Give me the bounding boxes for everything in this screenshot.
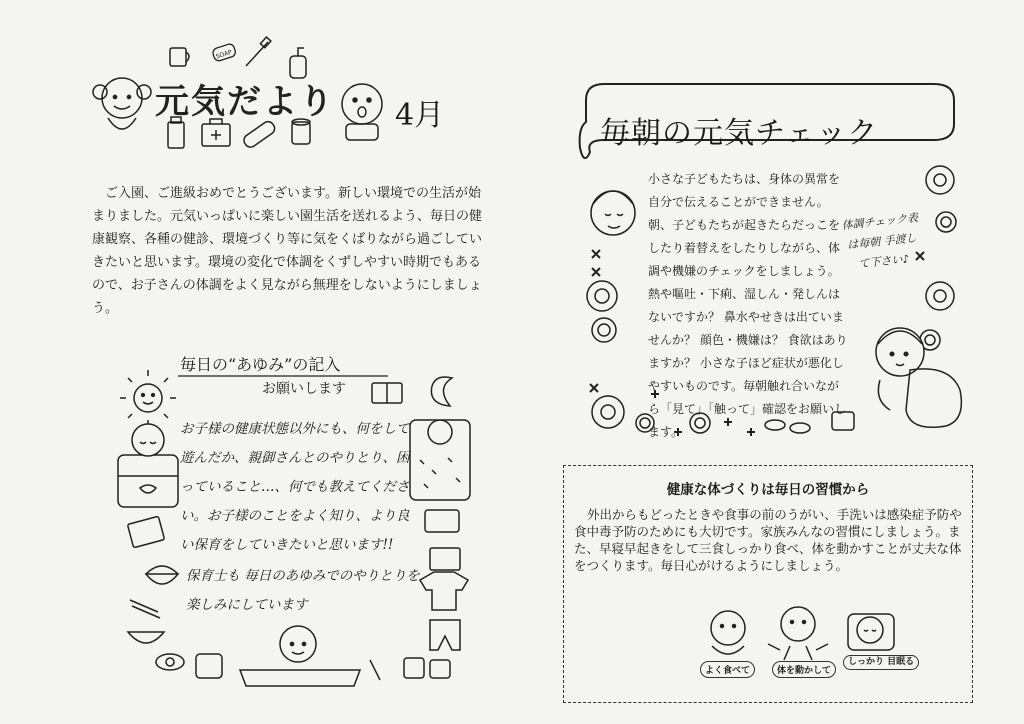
book-icon: [372, 383, 402, 403]
moon-icon: [431, 377, 452, 406]
svg-text:SOAP: SOAP: [215, 48, 233, 61]
cups-icon: [370, 658, 450, 680]
ayumi-paragraph-1: お子様の健康状態以外にも、何をして遊んだか、親御さんとのやりとり、困っていること…、何でも教えてください。お子様のことをよく知り、より良い保育をしていきたいと思います!!: [180, 421, 410, 553]
eating-child-icon: [240, 626, 360, 686]
ayumi-subheading: お願いします: [262, 381, 346, 397]
mother-icon: [591, 191, 635, 235]
morning-check-title: 毎朝の元気チェック: [600, 116, 879, 151]
ayumi-paragraph-2: 保育士も 毎日のあゆみでのやりとりを 楽しみにしています: [186, 568, 420, 613]
label-sleep-well: しっかり 目眠る: [843, 655, 919, 670]
ayumi-heading: 毎日の“あゆみ”の記入: [180, 355, 341, 374]
child-on-potty-icon: [876, 328, 961, 427]
ayumi-message: [180, 415, 420, 620]
month-label: 4月: [395, 98, 445, 133]
newsletter-logo: [95, 48, 380, 158]
habit-box-paragraph: 外出からもどったときや食事の前のうがい、手洗いは感染症予防や食中毒予防のためにも大切です。家族みんなの習慣にしましょう。また、早寝早起きをして三食しっかり食べ、体を動かすことが丈夫な体をつくります。毎日心がけるようにしましょう。: [574, 507, 962, 573]
sun-icon: [120, 370, 176, 426]
label-move-body: 体を動かして: [772, 661, 836, 678]
intro-paragraph: ご入園、ご進級おめでとうございます。新しい環境での生活が始まりました。元気いっぱいに楽しい園生活を送れるよう、毎日の健康観察、各種の健診、環境づくり等に気をくばりながら過ごしていきたいと思います。環境の変化で体調をくずしやすい時期でもあるので、お子さんの体調をよく見ながら無理をしないようにしましょう。: [92, 186, 483, 316]
handwritten-note: 体調チェック表は毎朝 手渡して下さい♪: [841, 211, 919, 271]
logo-title: 元気だより: [155, 82, 335, 122]
label-eat-well: よく食べて: [700, 661, 755, 678]
sleeping-child-bed-icon: [118, 424, 178, 507]
habit-box-title: 健康な体づくりは毎日の習慣から: [666, 482, 870, 498]
morning-check-paragraph: 小さな子どもたちは、身体の異常を自分で伝えることができません。朝、子どもたちが起きたらだっこをしたり着替えをしたりしながら、体調や機嫌のチェックをしましょう。熱や嘔吐・下痢、湿しん・発しんはないですか？ 鼻水やせきは出ていませんか？ 顔色・機嫌は？ 食欲はありますか？ 小さな子ほど症状が悪化しやすいものです。毎朝触れ合いながら「見て」「触って」確認をお願いします。: [648, 172, 848, 439]
